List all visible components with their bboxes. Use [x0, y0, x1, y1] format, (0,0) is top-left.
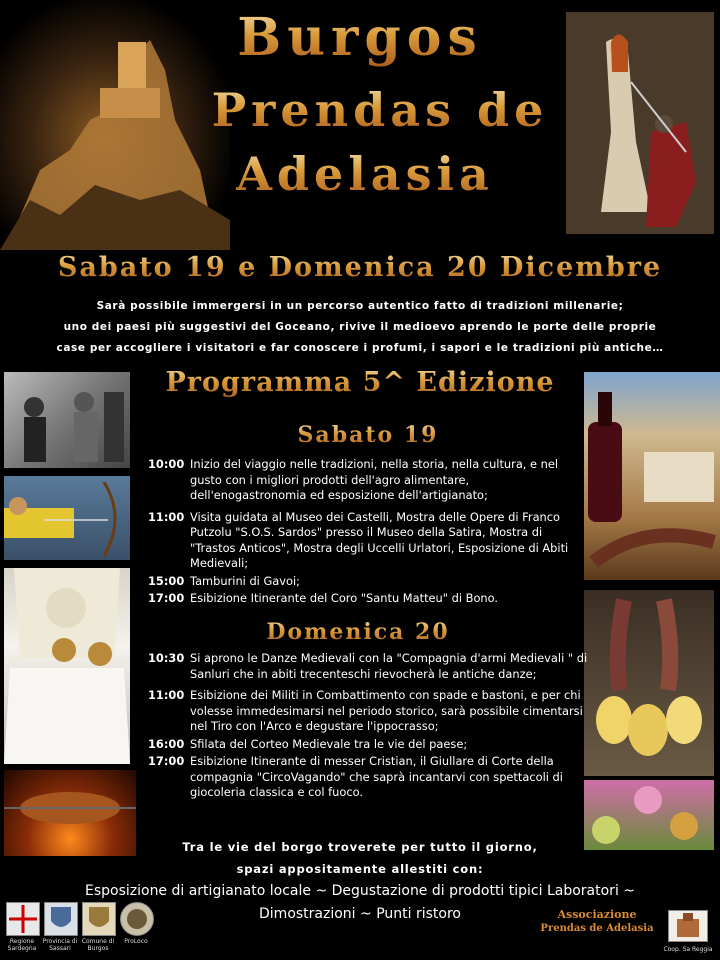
schedule-item [148, 688, 588, 735]
day2-title: Domenica 20 [148, 617, 568, 647]
schedule-text: Esibizione Itinerante del Coro "Santu Matteu" di Bono. [190, 591, 499, 605]
subtitle-line1: Prendas de [200, 82, 560, 138]
program-heading: Programma 5^ Edizione [132, 364, 588, 402]
footer-line-4: Dimostrazioni ~ Punti ristoro [259, 906, 461, 922]
schedule-item [148, 574, 588, 590]
schedule-time: 17:00 [148, 591, 185, 605]
footer-line-1: Tra le vie del borgo troverete per tutto il giorno, [182, 840, 538, 854]
day1-schedule [148, 457, 588, 607]
day1-title: Sabato 19 [148, 420, 588, 450]
intro-line-3: case per accogliere i visitatori e far conoscere i profumi, i sapori e le tradizioni più antiche… [56, 342, 664, 354]
schedule-item [148, 651, 588, 682]
archer-photo [4, 476, 130, 560]
logo-caption: Comune di Burgos [81, 938, 115, 952]
day2-schedule [148, 651, 588, 801]
schedule-time: 15:00 [148, 573, 185, 588]
schedule-item [148, 754, 588, 801]
logo-caption: ProLoco [124, 938, 148, 945]
association-logo [530, 908, 664, 954]
schedule-text: Tamburini di Gavoi; [190, 573, 300, 588]
intro-line-2: uno dei paesi più suggestivi del Goceano, rivive il medioevo aprendo le porte delle proprie [63, 321, 657, 333]
schedule-item [148, 737, 588, 753]
coop-caption: Coop. Sa Reggia [663, 946, 713, 953]
schedule-item [148, 457, 588, 504]
schedule-time: 10:30 [148, 651, 185, 665]
schedule-item [148, 591, 588, 607]
schedule-time: 16:00 [148, 736, 185, 751]
wine-sausage-photo [584, 372, 720, 580]
schedule-time: 11:00 [148, 509, 185, 524]
schedule-time: 10:00 [148, 457, 185, 471]
soldiers-photo [4, 372, 130, 468]
knight-painting [566, 12, 714, 234]
schedule-text: Sfilata del Corteo Medievale tra le vie del paese; [190, 736, 468, 751]
schedule-time: 11:00 [148, 688, 185, 702]
coop-sa-reggia-logo [668, 910, 708, 942]
castle-photo [0, 0, 230, 250]
footer-line-2: spazi appositamente allestiti con: [236, 862, 484, 876]
logo-caption: Regione Sardegna [7, 938, 37, 952]
intro-line-1: Sarà possibile immergersi in un percorso autentico fatto di tradizioni millenarie; [96, 300, 624, 312]
intro-text [20, 296, 700, 359]
schedule-text: Esibizione dei Militi in Combattimento con spade e bastoni, e per chi volesse immedesimarsi nel periodo storico, sarà possibile cimentarsi nel Tiro con l'Arco e degustare l'ippocrasso; [190, 688, 583, 733]
costume-photo [4, 568, 130, 764]
schedule-text: Visita guidata al Museo dei Castelli, Mostra delle Opere di Franco Putzolu "S.O.S. Sardos" presso il Museo della Satira, Mostra di "Trastos Anticos", Mostra degli Uccelli Urlatori, Esposizione di Abiti Medievali; [190, 509, 569, 570]
comune-burgos-logo [82, 902, 116, 936]
cheese-photo [584, 590, 714, 776]
schedule-time: 17:00 [148, 754, 185, 768]
subtitle-line2: Adelasia [200, 146, 530, 202]
title: Burgos [200, 6, 520, 70]
proloco-logo [120, 902, 154, 936]
association-line-2: Prendas de Adelasia [540, 923, 654, 934]
regione-sardegna-logo [6, 902, 40, 936]
schedule-text: Inizio del viaggio nelle tradizioni, nella storia, nella cultura, e nel gusto con i migliori prodotti dell'agro alimentare, dell'enogastronomia ed esposizione dell'artigianato; [190, 457, 559, 502]
schedule-text: Si aprono le Danze Medievali con la "Compagnia d'armi Medievali " di Sanluri che in abiti trecenteschi rievocherà le antiche danze; [190, 651, 588, 681]
footer-line-3: Esposizione di artigianato locale ~ Degustazione di prodotti tipici Laboratori ~ [84, 883, 636, 899]
logo-caption: Provincia di Sassari [42, 938, 78, 952]
provincia-sassari-logo [44, 902, 78, 936]
schedule-text: Esibizione Itinerante di messer Cristian, il Giullare di Corte della compagnia "CircoVagando" che saprà incantarvi con spettacoli di giocoleria classica e col fuoco. [190, 754, 563, 799]
schedule-item [148, 510, 588, 572]
event-dates: Sabato 19 e Domenica 20 Dicembre [20, 250, 700, 286]
association-line-1: Associazione [557, 908, 637, 921]
